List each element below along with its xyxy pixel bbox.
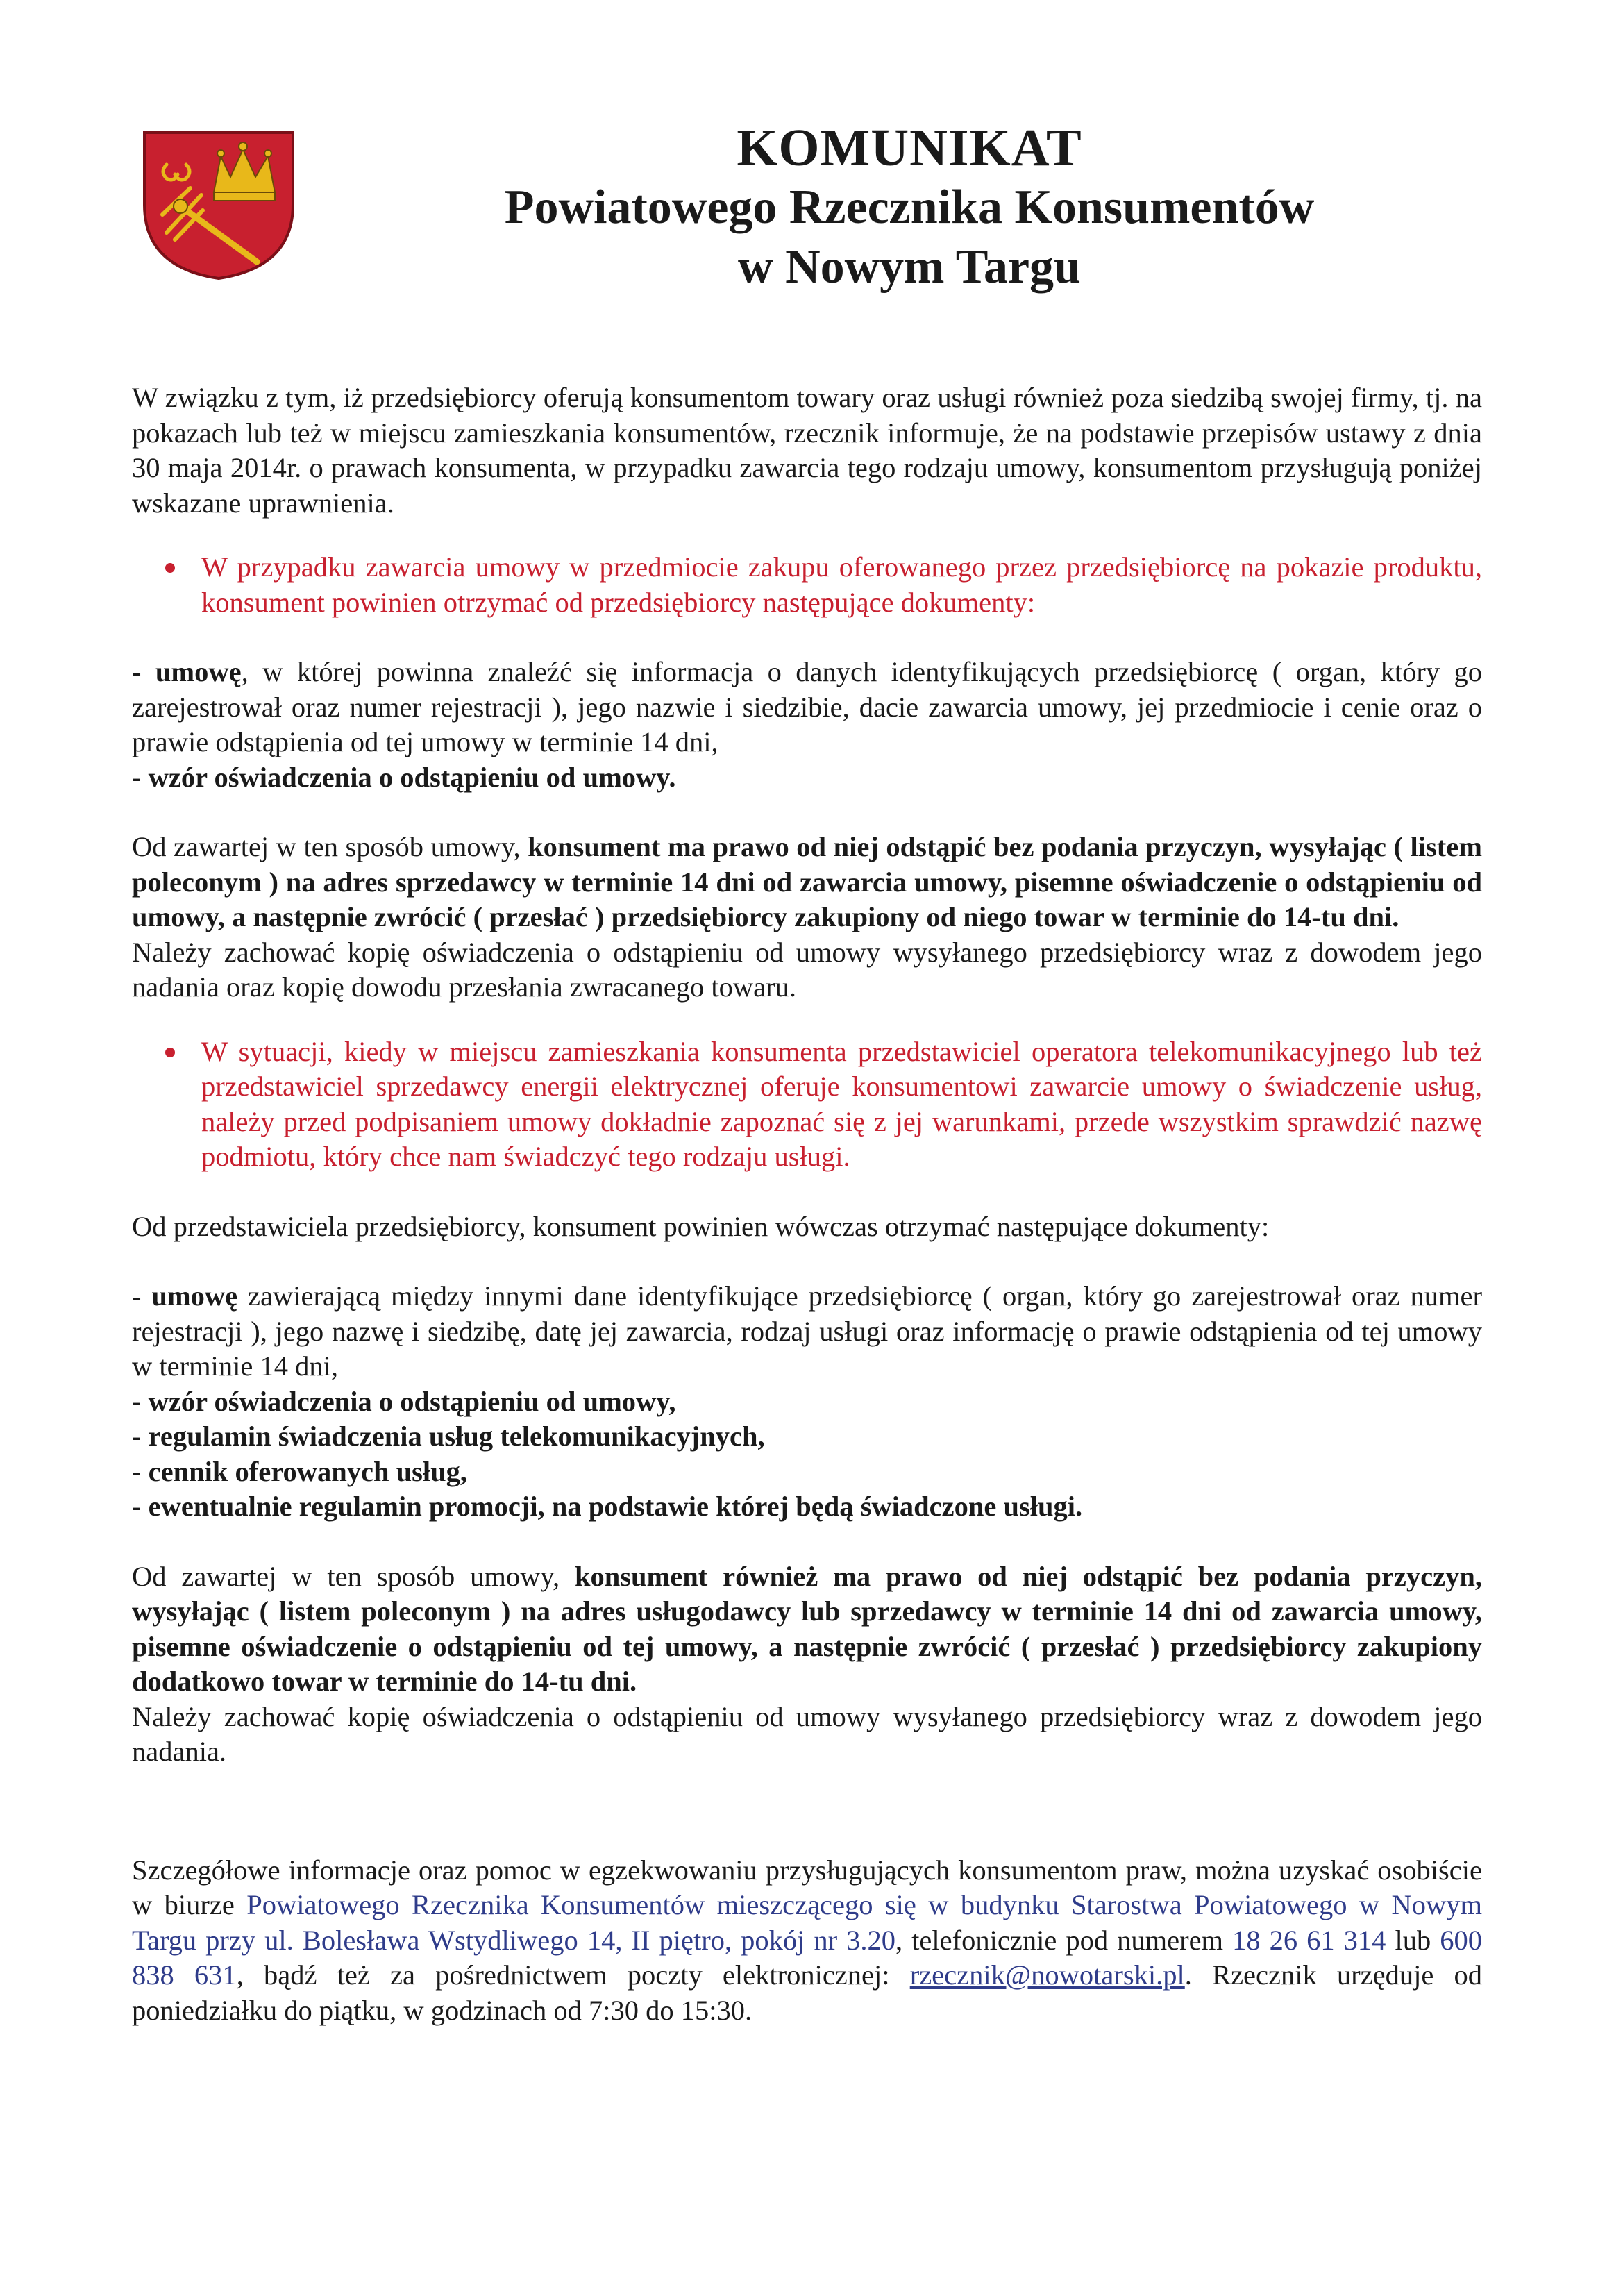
document-subtitle-location: w Nowym Targu (738, 240, 1081, 294)
withdrawal-note: Należy zachować kopię oświadczenia o odstąpieniu od umowy wysyłanego przedsiębiorcy wraz z dowodem jego nadania oraz kopię dowodu przesłania zwracanego towaru. (132, 936, 1482, 1003)
bullet-text: W przypadku zawarcia umowy w przedmiocie zakupu oferowanego przez przedsiębiorcę na pokazie produktu, konsument powinien otrzymać od przedsiębiorcy następujące dokumenty: (201, 551, 1482, 618)
document-title: KOMUNIKAT (737, 119, 1082, 177)
office-address: Powiatowego Rzecznika Konsumentów mieszczącego się w budynku Starostwa Powiatowego w Nowym Targu przy ul. Bolesława Wstydliwego 14, II piętro, pokój nr 3.20 (132, 1889, 1482, 1956)
document-header (389, 118, 1430, 297)
email-link[interactable]: rzecznik@nowotarski.pl (909, 1959, 1185, 1991)
list-item-price-list: - cennik oferowanych usług, (132, 1455, 468, 1487)
list-item-promotion: - ewentualnie regulamin promocji, na podstawie której będą świadczone usługi. (132, 1491, 1083, 1522)
list-item-form: - wzór oświadczenia o odstąpieniu od umowy. (132, 761, 676, 793)
bullet-text: W sytuacji, kiedy w miejscu zamieszkania konsumenta przedstawiciel operatora telekomunikacyjnego lub też przedstawiciel sprzedawcy energii elektrycznej oferuje konsumentowi zawarcie umowy o świadczenie usług, należy przed podpisaniem umowy dokładnie zapoznać się z jej warunkami, przede wszystkim sprawdzić nazwę podmiotu, który chce nam świadczyć tego rodzaju usługi. (201, 1035, 1482, 1172)
representative-paragraph: Od przedstawiciela przedsiębiorcy, konsument powinien wówczas otrzymać następujące dokumenty: (132, 1210, 1270, 1242)
list-item-form: - wzór oświadczenia o odstąpieniu od umowy, (132, 1385, 676, 1417)
withdrawal-note-services: Należy zachować kopię oświadczenia o odstąpieniu od umowy wysyłanego przedsiębiorcy wraz z dowodem jego nadania. (132, 1700, 1482, 1767)
withdrawal-paragraph: Od zawartej w ten sposób umowy, konsument ma prawo od niej odstąpić bez podania przyczyn, wysyłając ( listem poleconym ) na adres sprzedawcy w terminie 14 dni od zawarcia umowy, pisemne oświadczenie o odstąpieniu od umowy, a następnie zwrócić ( przesłać ) przedsiębiorcy zakupiony od niego towar w terminie do 14-tu dni. (132, 831, 1482, 932)
withdrawal-paragraph-services: Od zawartej w ten sposób umowy, konsument również ma prawo od niej odstąpić bez podania przyczyn, wysyłając ( listem poleconym ) na adres usługodawcy lub sprzedawcy w terminie 14 dni od zawarcia umowy, pisemne oświadczenie o odstąpieniu od tej umowy, a następnie zwrócić ( przesłać ) przedsiębiorcy zakupiony dodatkowo towar w terminie do 14-tu dni. (132, 1560, 1482, 1697)
contact-paragraph: Szczegółowe informacje oraz pomoc w egzekwowaniu przysługujących konsumentom praw, można uzyskać osobiście w biurze Powiatowego Rzecznika Konsumentów mieszczącego się w budynku Starostwa Powiatowego w Nowym Targu przy ul. Bolesława Wstydliwego 14, II piętro, pokój nr 3.20, telefonicznie pod numerem 18 26 61 314 lub 600 838 631, bądź też za pośrednictwem poczty elektronicznej: rzecznik@nowotarski.pl. Rzecznik urzęduje od poniedziałku do piątku, w godzinach od 7:30 do 15:30. (132, 1854, 1483, 2026)
documents-list (132, 1279, 1482, 1525)
bullet-dot-icon (165, 1048, 175, 1057)
list-item-contract: - umowę, w której powinna znaleźć się informacja o danych identyfikujących przedsiębiorcę ( organ, który go zarejestrował oraz numer rejestracji ), jego nazwie i siedzibie, dacie zawarcia umowy, jej przedmiocie i cenie oraz o prawie odstąpienia od tej umowy w terminie 14 dni, (132, 656, 1482, 757)
mobile-number[interactable]: 600 838 631 (132, 1924, 1482, 1991)
coat-of-arms-icon (139, 128, 298, 281)
document-body (132, 380, 1482, 2028)
phone-number[interactable]: 18 26 61 314 (1232, 1924, 1386, 1956)
bullet-item-home-sales (132, 1034, 1482, 1175)
intro-paragraph: W związku z tym, iż przedsiębiorcy oferują konsumentom towary oraz usługi również poza siedzibą swojej firmy, tj. na pokazach lub też w miejscu zamieszkania konsumentów, rzecznik informuje, że na podstawie przepisów ustawy z dnia 30 maja 2014r. o prawach konsumenta, w przypadku zawarcia tego rodzaju umowy, konsumentom przysługują poniżej wskazane uprawnienia. (132, 382, 1482, 519)
list-item-regulations: - regulamin świadczenia usług telekomunikacyjnych, (132, 1421, 765, 1452)
bullet-item-showroom (132, 550, 1482, 620)
document-subtitle: Powiatowego Rzecznika Konsumentów (504, 181, 1315, 234)
list-item-contract: - umowę zawierającą między innymi dane identyfikujące przedsiębiorcę ( organ, który go zarejestrował oraz numer rejestracji ), jego nazwę i siedzibę, datę jej zawarcia, rodzaj usługi oraz informację o prawie odstąpienia od tej umowy w terminie 14 dni, (132, 1280, 1482, 1382)
bullet-dot-icon (165, 563, 175, 573)
